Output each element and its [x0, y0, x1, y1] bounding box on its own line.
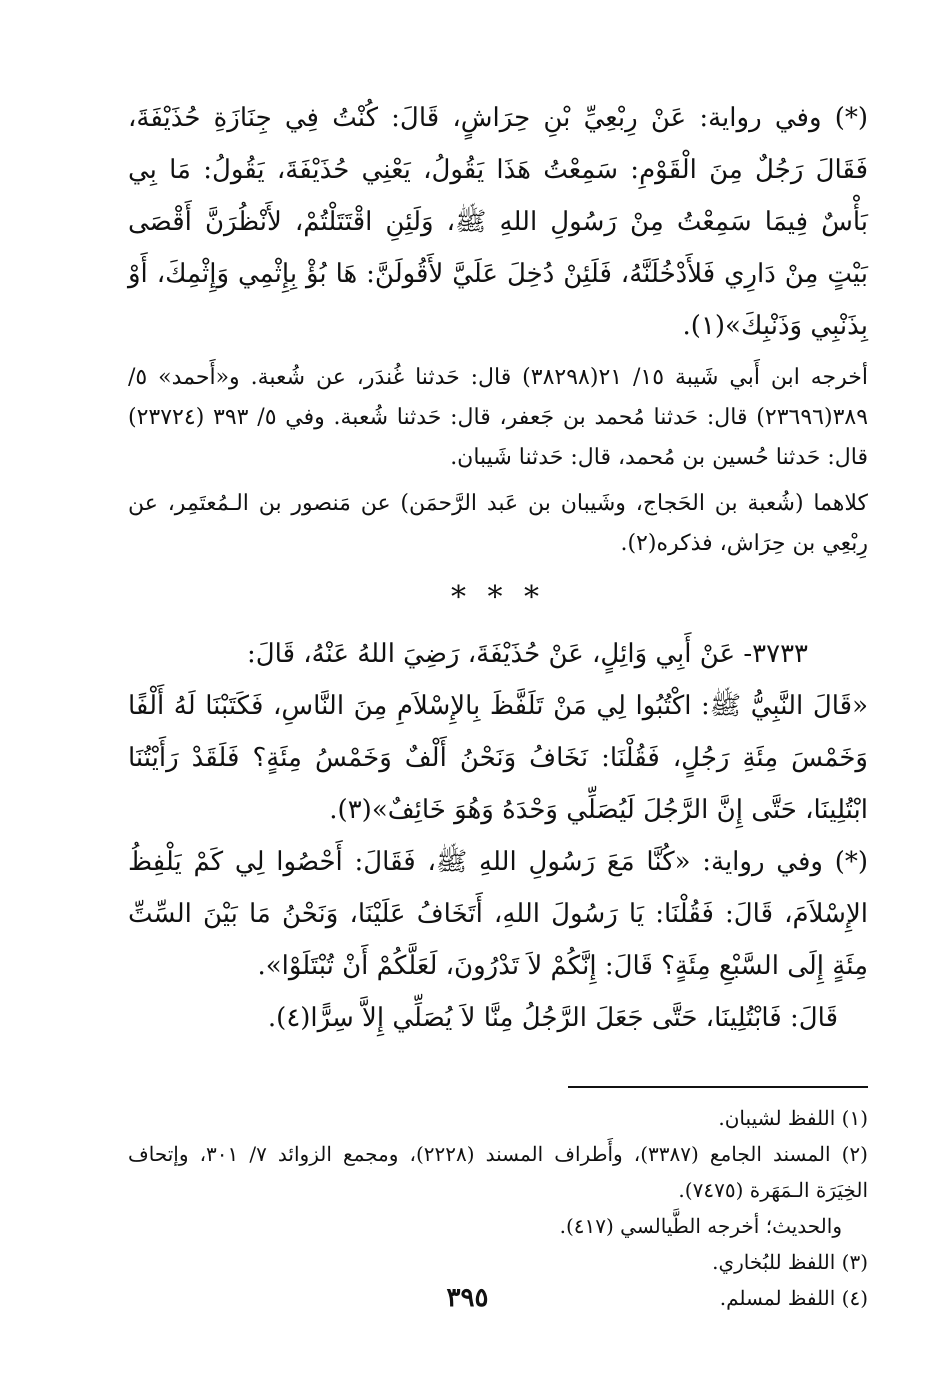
footnote-item: والحديث؛ أخرجه الطَّيالسي (٤١٧).	[559, 1214, 842, 1238]
takhrij-paragraph: أخرجه ابن أَبي شَيبة ١٥/ ٢١(٣٨٢٩٨) قال: حَدثنا غُندَر، عن شُعبة. و«أَحمد» ٥/ ٣٨٩(٢٣٦٩٦) قال: حَدثنا مُحمد بن جَعفر، قال: حَدثنا شُعبة. وفي ٥/ ٣٩٣ (٢٣٧٢٤) قال: حَدثنا حُسين بن مُحمد، قال: حَدثنا شَيبان.	[128, 365, 869, 470]
page-number: ٣٩٥	[446, 1283, 489, 1313]
hadith-paragraph: (*) وفي رواية: «كُنَّا مَعَ رَسُولِ اللهِ ﷺ، فَقَالَ: أَحْصُوا لِي كَمْ يَلْفِظُ الإِسْلاَمَ، قَالَ: فَقُلْنَا: يَا رَسُولَ اللهِ، أَتَخَافُ عَلَيْنَا، وَنَحْنُ مَا بَيْنَ السِّتِّ مِئَةٍ إِلَى السَّبْعِ مِئَةٍ؟ قَالَ: إِنَّكُمْ لاَ تَدْرُونَ، لَعَلَّكُمْ أَنْ تُبْتَلَوْا».	[128, 847, 868, 981]
takhrij-paragraph: كلاهما (شُعبة بن الحَجاج، وشَيبان بن عَبد الرَّحمَن) عن مَنصور بن الـمُعتَمِر، عن رِبْعِي بن حِرَاش، فذكره(٢).	[128, 491, 868, 556]
section-separator: * * *	[450, 580, 546, 615]
hadith-paragraph: قَالَ: فَابْتُلِينَا، حَتَّى جَعَلَ الرَّجُلُ مِنَّا لاَ يُصَلِّي إِلاَّ سِرًّا(٤).	[267, 1003, 838, 1033]
footnote-item: (٤) اللفظ لمسلم.	[719, 1286, 868, 1310]
footnote-divider	[568, 1086, 868, 1088]
footnote-item: (١) اللفظ لشيبان.	[718, 1106, 868, 1130]
hadith-paragraph: «قَالَ النَّبِيُّ ﷺ: اكْتُبُوا لِي مَنْ تَلَفَّظَ بِالإِسْلاَمِ مِنَ النَّاسِ، فَكَتَبْنَا لَهُ أَلْفًا وَخَمْسَ مِئَةِ رَجُلٍ، فَقُلْنَا: نَخَافُ وَنَحْنُ أَلْفٌ وَخَمْسُ مِئَةٍ؟ فَلَقَدْ رَأَيْتُنَا ابْتُلِينَا، حَتَّى إِنَّ الرَّجُلَ لَيُصَلِّي وَحْدَهُ وَهُوَ خَائِفٌ»(٣).	[128, 691, 868, 825]
hadith-heading: ٣٧٣٣- عَنْ أَبِي وَائِلٍ، عَنْ حُذَيْفَةَ، رَضِيَ اللهُ عَنْهُ، قَالَ:	[247, 639, 808, 669]
page-body	[128, 92, 868, 1316]
footnote-item: (٣) اللفظ للبُخاري.	[712, 1250, 868, 1274]
narration-paragraph: (*) وفي رواية: عَنْ رِبْعِيِّ بْنِ حِرَاشٍ، قَالَ: كُنْتُ فِي جِنَازَةِ حُذَيْفَةَ، فَقَالَ رَجُلٌ مِنَ الْقَوْمِ: سَمِعْتُ هَذَا يَقُولُ، يَعْنِي حُذَيْفَةَ، يَقُولُ: مَا بِي بَأْسٌ فِيمَا سَمِعْتُ مِنْ رَسُولِ اللهِ ﷺ، وَلَئِنِ اقْتَتَلْتُمْ، لأَنْظُرَنَّ أَقْصَى بَيْتٍ مِنْ دَارِي فَلأَدْخُلَنَّهُ، فَلَئِنْ دُخِلَ عَلَيَّ لأَقُولَنَّ: هَا بُؤْ بِإِثْمِي وَإِثْمِكَ، أَوْ بِذَنْبِي وَذَنْبِكَ»(١).	[128, 103, 868, 341]
footnote-item: (٢) المسند الجامع (٣٣٨٧)، وأَطراف المسند (٢٢٢٨)، ومجمع الزوائد ٧/ ٣٠١، وإتحاف الخِيَرَة الـمَهَرة (٧٤٧٥).	[128, 1142, 868, 1202]
